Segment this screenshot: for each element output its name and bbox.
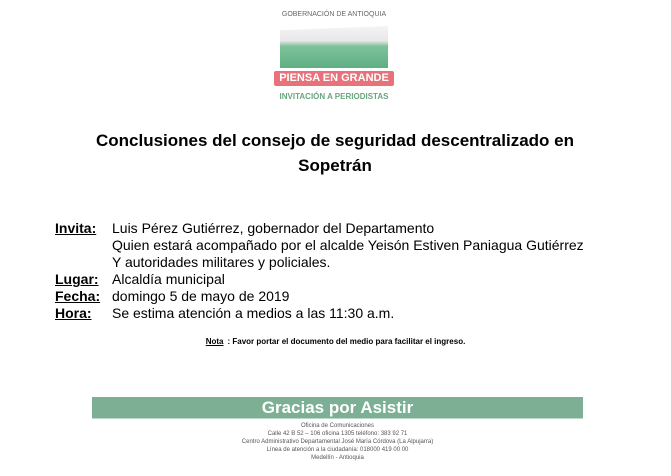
- page-title: [40, 128, 630, 178]
- footer-line: Oficina de Comunicaciones: [300, 423, 375, 429]
- hora-value: Se estima atención a medios a las 11:30 a.m.: [112, 305, 395, 321]
- note-label: Nota: [205, 337, 224, 346]
- logo-gobernacion: [262, 6, 406, 106]
- invita-row-3: [55, 254, 635, 271]
- fecha-label: Fecha:: [55, 288, 101, 304]
- hora-row: [55, 305, 635, 322]
- note-text: : Favor portar el documento del medio para facilitar el ingreso.: [227, 337, 466, 346]
- footer-line: Medellín - Antioquia: [311, 455, 364, 461]
- invita-label: Invita:: [55, 220, 97, 236]
- footer-line: Línea de atención a la ciudadanía: 018000 419 00 00: [266, 447, 409, 453]
- slogan-badge: PIENSA EN GRANDE: [274, 71, 394, 86]
- invitation-subtitle: INVITACIÓN A PERIODISTAS: [279, 92, 389, 101]
- org-name: GOBERNACIÓN DE ANTIOQUIA: [281, 11, 387, 18]
- lugar-value: Alcaldía municipal: [112, 271, 225, 287]
- hora-label: Hora:: [55, 305, 92, 321]
- invita-line-3: Y autoridades militares y policiales.: [112, 254, 331, 270]
- note: [0, 337, 671, 347]
- footer-contact: [92, 422, 583, 462]
- invita-row-2: [55, 237, 635, 254]
- invita-line-2: Quien estará acompañado por el alcalde Yeisón Estiven Paniagua Gutiérrez: [112, 237, 584, 253]
- title-line-2: Sopetrán: [298, 156, 372, 175]
- fecha-value: domingo 5 de mayo de 2019: [112, 288, 290, 304]
- invita-line-1: Luis Pérez Gutiérrez, gobernador del Departamento: [112, 220, 435, 236]
- fecha-row: [55, 288, 635, 305]
- lugar-label: Lugar:: [55, 271, 99, 287]
- title-line-1: Conclusiones del consejo de seguridad descentralizado en: [95, 131, 574, 150]
- footer-line: Calle 42 B 52 – 106 oficina 1305 teléfono: 383 92 71: [267, 431, 408, 437]
- thanks-banner: Gracias por Asistir: [92, 397, 583, 419]
- lugar-row: [55, 271, 635, 288]
- invita-row: [55, 220, 635, 237]
- footer-line: Centro Administrativo Departamental José María Córdova (La Alpujarra): [241, 439, 434, 445]
- flag-image: [280, 26, 388, 68]
